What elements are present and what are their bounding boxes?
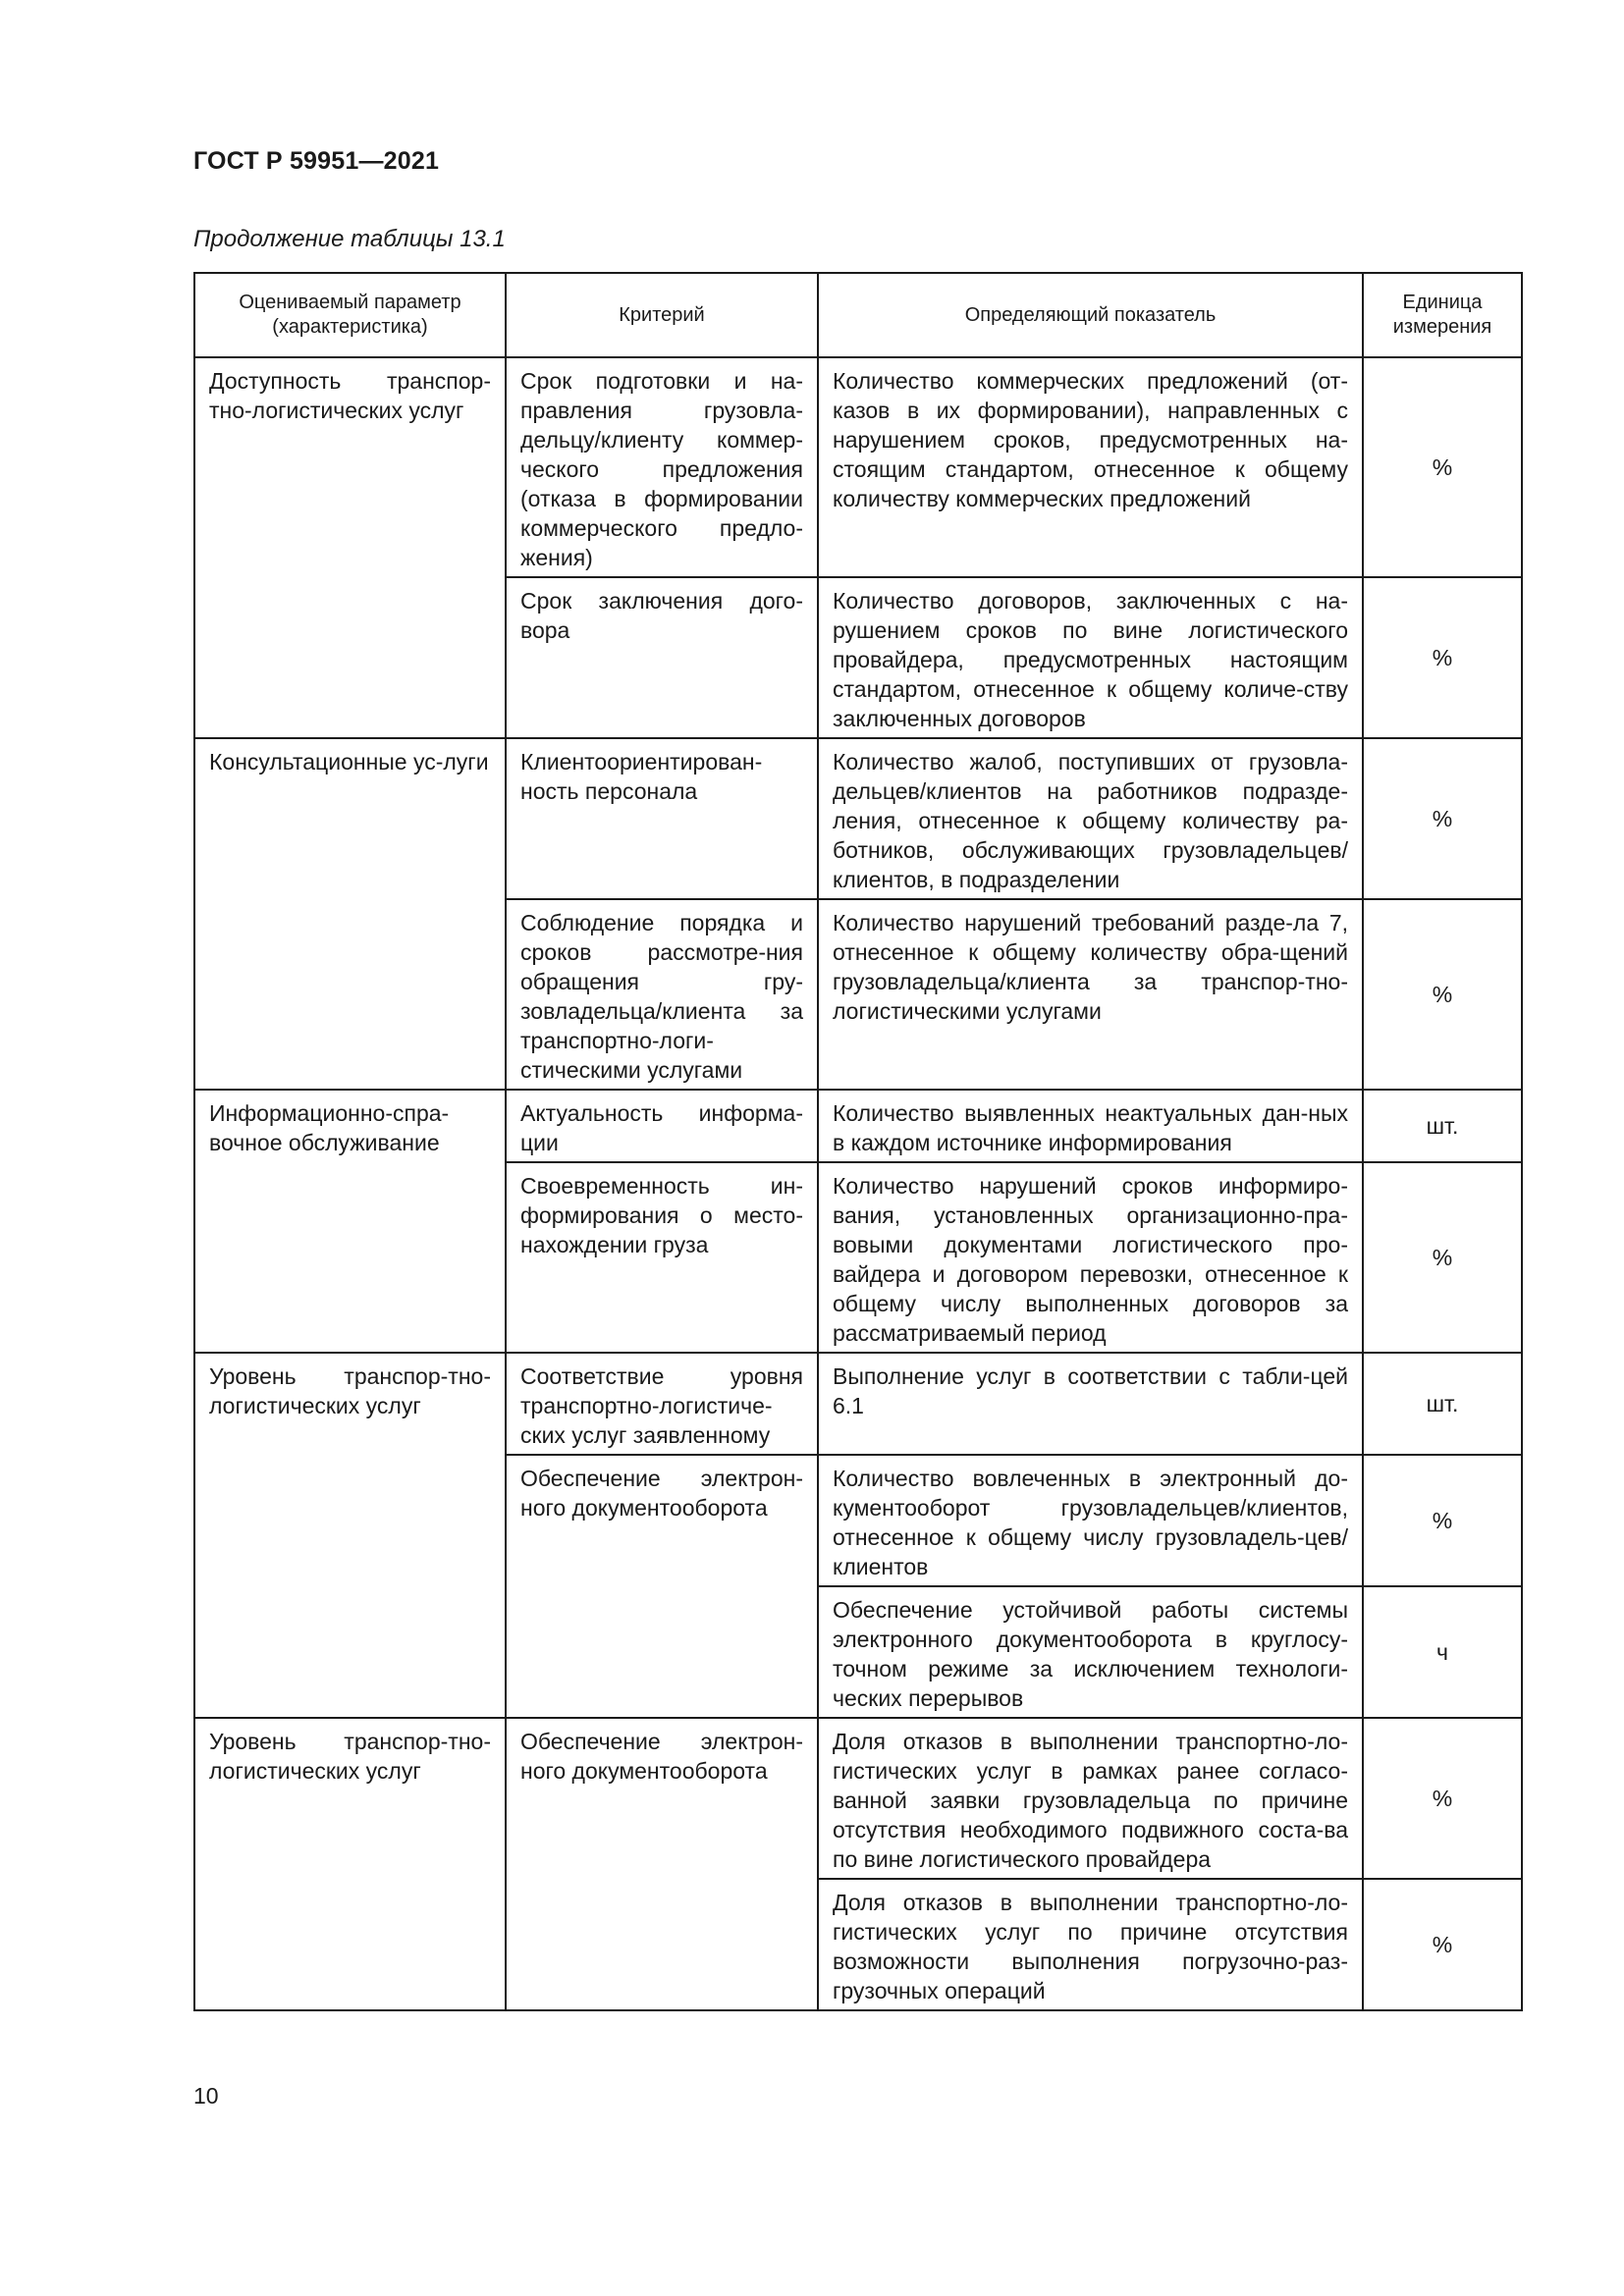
table-body bbox=[194, 357, 1522, 2010]
parameter-cell: Консультационные ус-луги bbox=[194, 738, 506, 1090]
table-row bbox=[194, 738, 1522, 899]
indicator-cell: Выполнение услуг в соответствии с табли-цей 6.1 bbox=[818, 1353, 1363, 1455]
parameter-cell: Уровень транспор-тно-логистических услуг bbox=[194, 1718, 506, 2010]
indicator-cell: Количество выявленных неактуальных дан-ных в каждом источнике информирования bbox=[818, 1090, 1363, 1162]
unit-cell: % bbox=[1363, 1162, 1522, 1353]
unit-cell: % bbox=[1363, 577, 1522, 738]
unit-cell: % bbox=[1363, 357, 1522, 577]
table-row bbox=[194, 1718, 1522, 1879]
criterion-cell: Срок подготовки и на-правления грузовла-дельцу/клиенту коммер-ческого предложения (отказа в формировании коммерческого предло-жения) bbox=[506, 357, 818, 577]
parameter-cell: Доступность транспор-тно-логистических услуг bbox=[194, 357, 506, 738]
column-header-indicator: Определяющий показатель bbox=[818, 273, 1363, 357]
indicator-cell: Количество вовлеченных в электронный до-кументооборот грузовладельцев/клиентов, отнесенное к общему числу грузовладель-цев/клиентов bbox=[818, 1455, 1363, 1586]
criterion-cell: Срок заключения дого-вора bbox=[506, 577, 818, 738]
column-header-criterion: Критерий bbox=[506, 273, 818, 357]
indicator-cell: Доля отказов в выполнении транспортно-ло-гистических услуг в рамках ранее согласо-ванной заявки грузовладельца по причине отсутствия необходимого подвижного соста-ва по вине логистического провайдера bbox=[818, 1718, 1363, 1879]
criterion-cell: Актуальность информа-ции bbox=[506, 1090, 818, 1162]
table-row bbox=[194, 357, 1522, 577]
table-row bbox=[194, 1090, 1522, 1162]
indicator-cell: Количество коммерческих предложений (от-казов в их формировании), направленных с нарушением сроков, предусмотренных на-стоящим стандартом, отнесенное к общему количеству коммерческих предложений bbox=[818, 357, 1363, 577]
criterion-cell: Обеспечение электрон-ного документооборота bbox=[506, 1455, 818, 1718]
header-row bbox=[194, 273, 1522, 357]
unit-cell: % bbox=[1363, 1455, 1522, 1586]
indicator-cell: Количество нарушений требований разде-ла 7, отнесенное к общему количеству обра-щений грузовладельца/клиента за транспор-тно-логистическими услугами bbox=[818, 899, 1363, 1090]
unit-cell: % bbox=[1363, 1718, 1522, 1879]
indicator-cell: Обеспечение устойчивой работы системы электронного документооборота в круглосу-точном режиме за исключением технологи-ческих перерывов bbox=[818, 1586, 1363, 1718]
indicator-cell: Количество нарушений сроков информиро-вания, установленных организационно-пра-вовыми документами логистического про-вайдера и договором перевозки, отнесенное к общему числу выполненных договоров за рассматриваемый период bbox=[818, 1162, 1363, 1353]
indicators-table bbox=[193, 272, 1523, 2011]
standard-number: ГОСТ Р 59951—2021 bbox=[193, 147, 440, 175]
table-caption: Продолжение таблицы 13.1 bbox=[193, 226, 506, 252]
column-header-unit: Единица измерения bbox=[1363, 273, 1522, 357]
criterion-cell: Клиентоориентирован-ность персонала bbox=[506, 738, 818, 899]
unit-cell: ч bbox=[1363, 1586, 1522, 1718]
unit-cell: % bbox=[1363, 738, 1522, 899]
column-header-parameter: Оцениваемый параметр (характеристика) bbox=[194, 273, 506, 357]
parameter-cell: Уровень транспор-тно-логистических услуг bbox=[194, 1353, 506, 1718]
criterion-cell: Своевременность ин-формирования о место-нахождении груза bbox=[506, 1162, 818, 1353]
unit-cell: шт. bbox=[1363, 1353, 1522, 1455]
criterion-cell: Обеспечение электрон-ного документооборота bbox=[506, 1718, 818, 2010]
indicator-cell: Доля отказов в выполнении транспортно-ло-гистических услуг по причине отсутствия возможности выполнения погрузочно-раз-грузочных операций bbox=[818, 1879, 1363, 2010]
unit-cell: % bbox=[1363, 899, 1522, 1090]
unit-cell: шт. bbox=[1363, 1090, 1522, 1162]
table-row bbox=[194, 1353, 1522, 1455]
table-header bbox=[194, 273, 1522, 357]
indicator-cell: Количество договоров, заключенных с на-рушением сроков по вине логистического провайдера, предусмотренных настоящим стандартом, отнесенное к общему количе-ству заключенных договоров bbox=[818, 577, 1363, 738]
page-number: 10 bbox=[193, 2083, 219, 2109]
parameter-cell: Информационно-спра-вочное обслуживание bbox=[194, 1090, 506, 1353]
indicator-cell: Количество жалоб, поступивших от грузовла-дельцев/клиентов на работников подразде-ления, отнесенное к общему количеству ра-ботников, обслуживающих грузовладельцев/клиентов, в подразделении bbox=[818, 738, 1363, 899]
unit-cell: % bbox=[1363, 1879, 1522, 2010]
criterion-cell: Соответствие уровня транспортно-логистиче-ских услуг заявленному bbox=[506, 1353, 818, 1455]
criterion-cell: Соблюдение порядка и сроков рассмотре-ния обращения гру-зовладельца/клиента за транспортно-логи-стическими услугами bbox=[506, 899, 818, 1090]
